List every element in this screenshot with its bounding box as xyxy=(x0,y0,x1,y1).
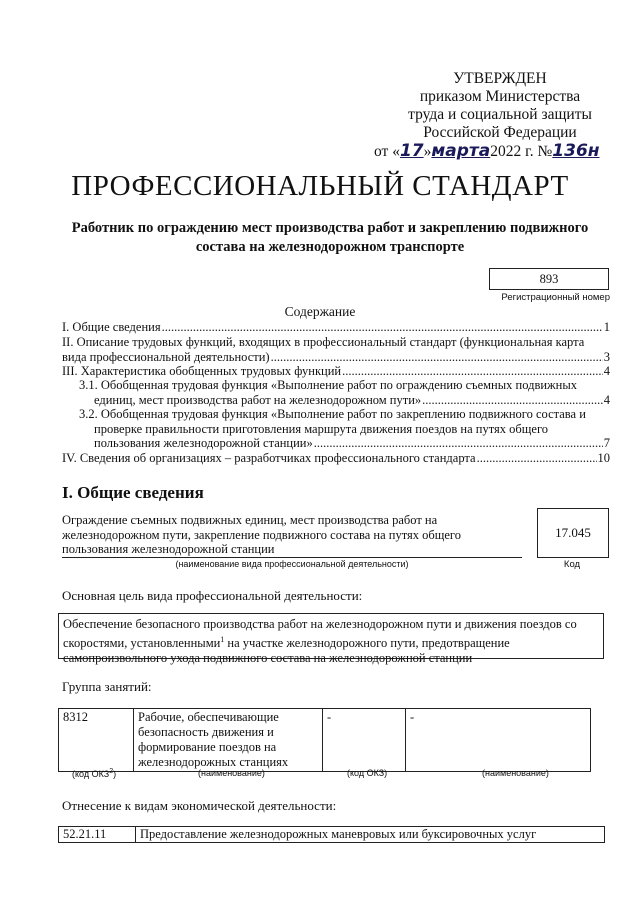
okved-code-cell: 52.21.11 xyxy=(59,827,136,843)
purpose-label: Основная цель вида профессиональной деятельности: xyxy=(62,588,363,603)
table-row xyxy=(59,827,605,843)
groups-caption-code: (код ОКЗ$^2$) xyxy=(72,768,117,779)
okz-name-cell: Рабочие, обеспечивающие безопасность движения и формирование поездов на железнодорожных станциях xyxy=(134,709,323,772)
okz-code-cell-2: - xyxy=(323,709,406,772)
activity-code-box: 17.045 xyxy=(537,508,609,558)
groups-caption-code-2: (код ОКЗ) xyxy=(347,768,388,778)
okved-name-cell: Предоставление железнодорожных маневровых или буксировочных услуг xyxy=(136,827,605,843)
activity-name: Ограждение съемных подвижных единиц, мест производства работ на железнодорожном пути, закрепление подвижного состава на путях общего пользования железнодорожной станции xyxy=(62,513,461,556)
approval-line: приказом Министерства xyxy=(419,88,581,105)
activity-caption: (наименование вида профессиональной деятельности) xyxy=(175,559,409,569)
toc-item-1[interactable]: I. Общие сведения ..... 1 xyxy=(62,320,610,335)
activity-code-label: Код xyxy=(563,559,581,570)
okz-name-cell-2: - xyxy=(406,709,591,772)
registration-number-box: 893 xyxy=(489,268,609,290)
order-day: 17 xyxy=(399,141,424,161)
toc-item-4[interactable]: IV. Сведения об организациях – разработчиках профессионального стандарта ..... 10 xyxy=(62,451,610,466)
document-title: ПРОФЕССИОНАЛЬНЫЙ СТАНДАРТ xyxy=(71,170,569,202)
table-row xyxy=(59,709,591,772)
okved-label: Отнесение к видам экономической деятельности: xyxy=(62,798,337,813)
activity-underline xyxy=(62,557,522,558)
approval-line: Российской Федерации xyxy=(423,124,577,141)
toc-heading: Содержание xyxy=(284,304,356,319)
economic-activity-table xyxy=(58,826,605,843)
groups-label: Группа занятий: xyxy=(62,679,152,694)
occupation-groups-table xyxy=(58,708,591,772)
document-subtitle: Работник по ограждению мест производства работ и закреплению подвижного состава на железнодорожном транспорте xyxy=(71,220,589,255)
toc-item-3-1[interactable]: 3.1. Обобщенная трудовая функция «Выполнение работ по ограждению съемных подвижных единиц, мест производства работ на железнодорожном пути» ..... 4 xyxy=(79,378,610,407)
registration-label: Регистрационный номер xyxy=(501,292,610,303)
section-heading: I. Общие сведения xyxy=(62,483,204,502)
order-number: 136н xyxy=(552,141,600,161)
order-line: от «17»марта2022 г. №136н xyxy=(374,141,600,161)
order-month: марта xyxy=(431,141,491,161)
okz-code-cell: 8312 xyxy=(59,709,134,772)
purpose-box: Обеспечение безопасного производства работ на железнодорожном пути и движения поездов со скоростями, установленными$^1$ на участке железнодорожного пути, предотвращение самопроизвольного ухода подвижного состава на железнодорожной станции xyxy=(58,613,604,659)
approval-line: труда и социальной защиты xyxy=(408,106,592,123)
approval-line: УТВЕРЖДЕН xyxy=(453,70,547,87)
toc-item-3[interactable]: III. Характеристика обобщенных трудовых функций ..... 4 xyxy=(62,364,610,379)
approval-block xyxy=(374,70,620,161)
toc-item-3-2[interactable]: 3.2. Обобщенная трудовая функция «Выполнение работ по закреплению подвижного состава и проверке правильности приготовления маршрута движения поездов на путях общего пользования железнодорожной станции» ..... 7 xyxy=(79,407,610,451)
footnote-ref[interactable]: 1 xyxy=(220,635,225,644)
groups-caption-name: (наименование) xyxy=(198,768,265,778)
toc-item-2[interactable]: II. Описание трудовых функций, входящих в профессиональный стандарт (функциональная карта вида профессиональной деятельности) ..... 3 xyxy=(62,335,610,364)
groups-caption-name-2: (наименование) xyxy=(482,768,549,778)
